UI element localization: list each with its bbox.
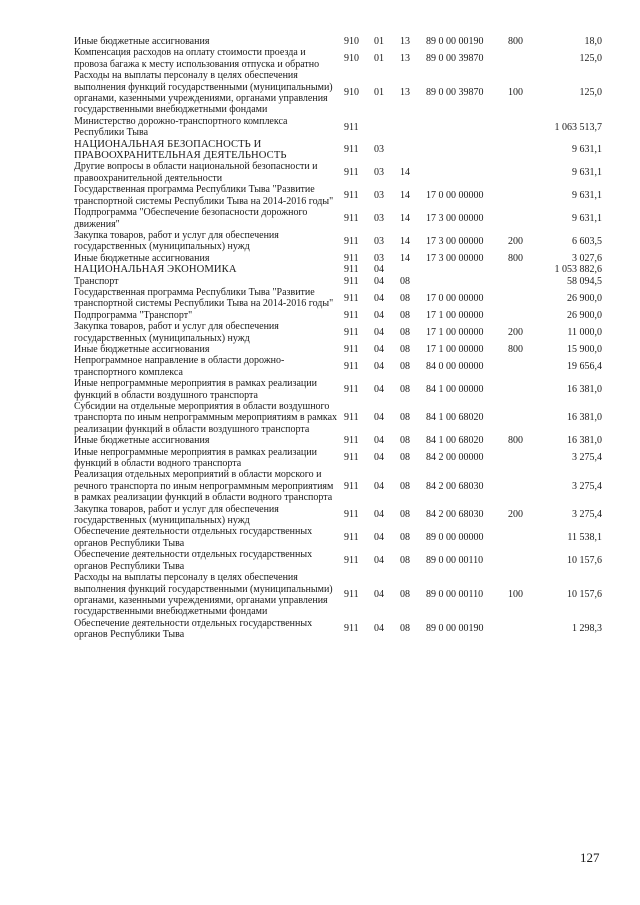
admin-code: 911 [344,252,359,264]
subsection-code: 08 [400,452,410,464]
target-article-code: 17 1 00 00000 [426,309,484,321]
amount: 9 631,1 [572,189,602,201]
row-name: Расходы на выплаты персоналу в целях обеспечения выполнения функций государственными (муниципальными) органами, казенными учреждениями, органами управления государственными внебюджетными фондами [74,70,333,116]
expense-type-code: 100 [508,589,523,601]
row-name: Обеспечение деятельности отдельных государственных органов Республики Тыва [74,526,313,549]
section-code: 04 [374,452,384,464]
section-code: 04 [374,383,384,395]
section-code: 04 [374,532,384,544]
subsection-code: 14 [400,167,410,179]
target-article-code: 89 0 00 39870 [426,53,484,65]
subsection-code: 08 [400,292,410,304]
table-row [74,184,602,207]
subsection-code: 08 [400,275,410,287]
amount: 3 275,4 [572,509,602,521]
admin-code: 910 [344,36,359,47]
subsection-code [400,264,426,275]
table-row [74,36,602,47]
subsection-code: 14 [400,212,410,224]
table-row [74,572,602,618]
admin-code: 911 [344,121,359,133]
amount: 11 000,0 [567,326,602,338]
target-article-code: 17 0 00 00000 [426,292,484,304]
section-code: 01 [374,53,384,65]
amount: 9 631,1 [572,212,602,224]
admin-code: 911 [344,623,359,635]
row-name: Министерство дорожно-транспортного комплекса Республики Тыва [74,115,288,139]
admin-code: 911 [344,189,359,201]
admin-code: 911 [344,343,359,355]
admin-code: 911 [344,554,359,566]
expense-type-code [508,161,536,184]
section-code: 04 [374,435,384,447]
section-code: 04 [374,343,384,355]
expense-type-code: 100 [508,87,523,99]
row-name: Реализация отдельных мероприятий в области морского и речного транспорта по иным непрограммным мероприятиям в рамках реализации функций в области водного транспорта [74,469,334,504]
expense-type-code [508,355,536,378]
expense-type-code [508,310,536,321]
admin-code: 910 [344,53,359,65]
target-article-code: 17 1 00 00000 [426,343,484,355]
page-number: 127 [580,850,600,865]
row-name: Иные бюджетные ассигнования [74,36,210,47]
expense-type-code: 800 [508,435,523,447]
amount: 9 631,1 [572,167,602,179]
admin-code: 911 [344,309,359,321]
expense-type-code [508,47,536,70]
subsection-code: 08 [400,326,410,338]
amount: 26 900,0 [567,309,602,321]
section-code: 03 [374,212,384,224]
section-code: 03 [374,252,384,264]
subsection-code: 13 [400,53,410,65]
section-code: 04 [374,309,384,321]
target-article-code: 17 3 00 00000 [426,212,484,224]
subsection-code: 14 [400,189,410,201]
row-name: Подпрограмма "Транспорт" [74,309,193,321]
section-code [374,116,400,139]
amount: 3 275,4 [572,452,602,464]
budget-table [74,36,602,641]
target-article-code [426,264,508,275]
amount: 26 900,0 [567,292,602,304]
subsection-code: 08 [400,554,410,566]
amount: 125,0 [579,87,602,99]
table-row [74,116,602,139]
subsection-code: 08 [400,509,410,521]
section-code: 04 [374,412,384,424]
table-row [74,70,602,116]
table-row [74,344,602,355]
target-article-code: 84 2 00 68030 [426,509,484,521]
admin-code: 911 [344,235,359,247]
admin-code: 911 [344,292,359,304]
table-row [74,401,602,435]
subsection-code: 14 [400,235,410,247]
expense-type-code: 800 [508,343,523,355]
target-article-code: 89 0 00 00110 [426,554,484,566]
expense-type-code [508,207,536,230]
table-row [74,287,602,310]
expense-type-code: 800 [508,36,523,47]
admin-code: 911 [344,509,359,521]
expense-type-code [508,401,536,435]
expense-type-code: 800 [508,252,523,264]
target-article-code: 17 1 00 00000 [426,326,484,338]
expense-type-code [508,264,536,275]
subsection-code: 08 [400,589,410,601]
admin-code: 911 [344,326,359,338]
expense-type-code [508,116,536,139]
table-row [74,549,602,572]
target-article-code: 17 3 00 00000 [426,235,484,247]
target-article-code: 84 2 00 68030 [426,480,484,492]
amount: 1 298,3 [572,623,602,635]
admin-code: 911 [344,212,359,224]
subsection-code: 08 [400,435,410,447]
admin-code: 911 [344,167,359,179]
admin-code: 911 [344,435,359,447]
admin-code: 911 [344,589,359,601]
amount: 58 094,5 [567,275,602,287]
expense-type-code [508,184,536,207]
expense-type-code [508,526,536,549]
amount: 19 656,4 [567,361,602,373]
expense-type-code [508,276,536,287]
amount: 3 275,4 [572,480,602,492]
table-row [74,618,602,641]
subsection-code: 08 [400,480,410,492]
target-article-code: 84 1 00 68020 [426,435,484,447]
subsection-code: 14 [400,252,410,264]
table-row [74,378,602,401]
expense-type-code [508,287,536,310]
table-row [74,47,602,70]
admin-code: 910 [344,87,359,99]
target-article-code [426,116,508,139]
expense-type-code: 200 [508,235,523,247]
admin-code: 911 [344,144,359,156]
row-name: Иные бюджетные ассигнования [74,343,210,355]
row-name: Иные бюджетные ассигнования [74,252,210,264]
target-article-code: 89 0 00 00110 [426,589,484,601]
subsection-code [400,139,426,162]
row-name: Обеспечение деятельности отдельных государственных органов Республики Тыва [74,549,313,572]
target-article-code: 17 0 00 00000 [426,189,484,201]
section-code: 03 [374,189,384,201]
table-row [74,310,602,321]
section-code: 04 [374,264,384,276]
section-code: 04 [374,292,384,304]
row-name: НАЦИОНАЛЬНАЯ БЕЗОПАСНОСТЬ И ПРАВООХРАНИТЕЛЬНАЯ ДЕЯТЕЛЬНОСТЬ [74,138,287,162]
table-row [74,355,602,378]
section-code: 03 [374,235,384,247]
table-row [74,526,602,549]
table-row [74,321,602,344]
admin-code: 911 [344,383,359,395]
section-code: 04 [374,554,384,566]
subsection-code: 08 [400,343,410,355]
target-article-code: 89 0 00 00190 [426,623,484,635]
row-name: Закупка товаров, работ и услуг для обеспечения государственных (муниципальных) нужд [74,229,279,253]
section-code: 04 [374,480,384,492]
row-name: Компенсация расходов на оплату стоимости проезда и провоза багажа к месту использования отпуска и обратно [74,47,320,70]
amount: 18,0 [584,36,602,47]
amount: 3 027,6 [572,252,602,264]
subsection-code: 08 [400,412,410,424]
target-article-code: 84 2 00 00000 [426,452,484,464]
target-article-code: 17 3 00 00000 [426,252,484,264]
section-code: 01 [374,36,384,47]
subsection-code: 08 [400,383,410,395]
expense-type-code [508,139,536,162]
section-code: 03 [374,167,384,179]
amount: 10 157,6 [567,554,602,566]
section-code: 04 [374,326,384,338]
table-row [74,504,602,527]
budget-rows [74,36,602,641]
table-row [74,276,602,287]
row-name: Расходы на выплаты персоналу в целях обеспечения выполнения функций государственными (муниципальными) органами, казенными учреждениями, органами управления государственными внебюджетными фондами [74,572,333,618]
row-name: Иные непрограммные мероприятия в рамках реализации функций в области воздушного транспорта [74,378,317,401]
amount: 9 631,1 [572,144,602,156]
target-article-code: 84 1 00 00000 [426,383,484,395]
amount: 11 538,1 [567,532,602,544]
row-name: Закупка товаров, работ и услуг для обеспечения государственных (муниципальных) нужд [74,321,279,344]
subsection-code: 13 [400,87,410,99]
section-code: 04 [374,589,384,601]
table-row [74,435,602,446]
target-article-code: 89 0 00 39870 [426,87,484,99]
row-name: Подпрограмма "Обеспечение безопасности дорожного движения" [74,207,308,230]
amount: 15 900,0 [567,343,602,355]
row-name: Обеспечение деятельности отдельных государственных органов Республики Тыва [74,617,313,641]
subsection-code: 08 [400,309,410,321]
expense-type-code [508,549,536,572]
table-row [74,253,602,264]
amount: 16 381,0 [567,383,602,395]
table-row [74,469,602,503]
amount: 1 053 882,6 [554,264,602,276]
target-article-code: 89 0 00 00190 [426,36,484,47]
admin-code: 911 [344,480,359,492]
section-row [74,139,602,162]
admin-code: 911 [344,532,359,544]
target-article-code: 84 1 00 68020 [426,412,484,424]
amount: 10 157,6 [567,589,602,601]
target-article-code: 84 0 00 00000 [426,361,484,373]
admin-code: 911 [344,275,359,287]
section-code: 01 [374,87,384,99]
subsection-code: 08 [400,361,410,373]
row-name: НАЦИОНАЛЬНАЯ ЭКОНОМИКА [74,264,237,276]
amount: 16 381,0 [567,412,602,424]
amount: 1 063 513,7 [554,121,602,133]
admin-code: 911 [344,412,359,424]
section-code: 03 [374,144,384,156]
subsection-code: 13 [400,36,410,47]
table-row [74,230,602,253]
target-article-code [426,161,508,184]
row-name: Иные бюджетные ассигнования [74,435,210,447]
amount: 16 381,0 [567,435,602,447]
row-name: Закупка товаров, работ и услуг для обеспечения государственных (муниципальных) нужд [74,503,279,527]
row-name: Государственная программа Республики Тыва "Развитие транспортной системы Республики Тыва на 2014-2016 годы" [74,286,334,310]
row-name: Транспорт [74,275,119,287]
amount: 125,0 [579,53,602,65]
subsection-code: 08 [400,623,410,635]
section-code: 04 [374,361,384,373]
expense-type-code: 200 [508,326,523,338]
section-code: 04 [374,623,384,635]
subsection-code [400,116,426,139]
section-code: 04 [374,275,384,287]
admin-code: 911 [344,264,359,276]
section-code: 04 [374,509,384,521]
row-name: Непрограммное направление в области дорожно-транспортного комплекса [74,355,285,378]
expense-type-code [508,378,536,401]
table-row [74,207,602,230]
target-article-code: 89 0 00 00000 [426,532,484,544]
section-row [74,264,602,275]
expense-type-code [508,469,536,503]
admin-code: 911 [344,361,359,373]
expense-type-code: 200 [508,509,523,521]
row-name: Другие вопросы в области национальной безопасности и правоохранительной деятельности [74,161,318,184]
expense-type-code [508,447,536,470]
amount: 6 603,5 [572,235,602,247]
row-name: Субсидии на отдельные мероприятия в области воздушного транспорта по иным непрограммным мероприятиям в рамках реализации функций в области воздушного транспорта [74,401,338,435]
subsection-code: 08 [400,532,410,544]
expense-type-code [508,618,536,641]
table-row [74,161,602,184]
table-row [74,447,602,470]
target-article-code [426,276,508,287]
admin-code: 911 [344,452,359,464]
row-name: Иные непрограммные мероприятия в рамках реализации функций в области водного транспорта [74,446,317,470]
row-name: Государственная программа Республики Тыва "Развитие транспортной системы Республики Тыва на 2014-2016 годы" [74,184,334,207]
target-article-code [426,139,508,162]
